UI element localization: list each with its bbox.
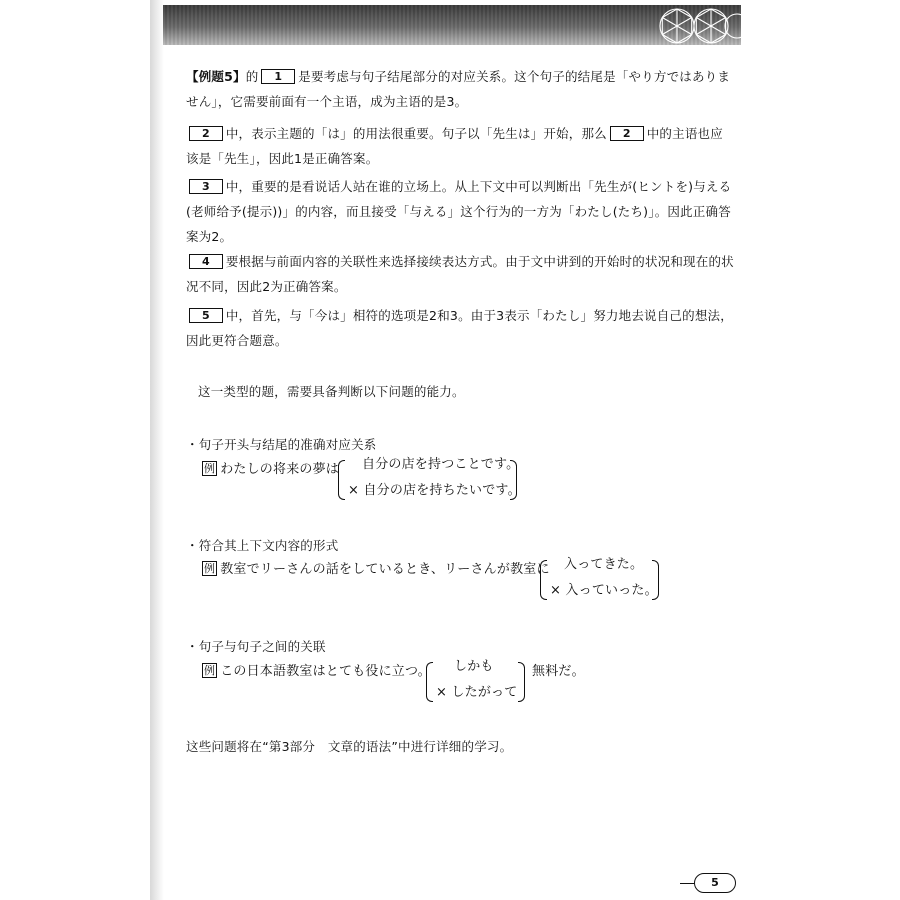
bracket-right — [518, 662, 525, 702]
hemp-leaf-ornament-icon — [655, 6, 745, 46]
bracket-left — [426, 662, 433, 702]
text-fragment: 中的主语也应该是「先生」，因此1是正确答案。 — [186, 126, 723, 166]
text-fragment: 中，表示主题的「は」的用法很重要。句子以「先生は」开始，那么 — [225, 126, 607, 141]
example-stem-3 — [202, 659, 431, 684]
page-number-badge — [680, 873, 740, 893]
stem-text: この日本語教室はとても役に立つ。 — [220, 664, 431, 679]
rei-marker: 例 — [204, 562, 216, 575]
rei-marker: 例 — [204, 664, 216, 677]
paragraph-example5-2 — [186, 121, 734, 171]
text-fragment: 要根据与前面内容的关联性来选择接续表达方式。由于文中讲到的开始时的状况和现在的状况不同，因此2为正确答案。 — [186, 254, 734, 294]
option-correct: 入ってきた。 — [564, 557, 644, 572]
point-title-1: ・句子开头与结尾的准确对应关系 — [186, 437, 377, 452]
book-spine-shadow — [150, 0, 164, 900]
bracket-right — [652, 560, 659, 600]
example-stem-2 — [202, 557, 550, 582]
paragraph-example5-3 — [186, 174, 734, 249]
page-number-rule — [680, 883, 695, 884]
paragraph-example5-1 — [186, 64, 734, 114]
example-label: 【例题5】 — [186, 69, 246, 84]
answer-box-2b: 2 — [610, 126, 644, 141]
intro-text: 这一类型的题，需要具备判断以下问题的能力。 — [198, 384, 465, 399]
answer-box-1: 1 — [261, 69, 295, 84]
stem-text: 教室でリーさんの話をしているとき、リーさんが教室に — [220, 562, 550, 577]
rei-marker: 例 — [204, 462, 216, 475]
option-correct: 自分の店を持つことです。 — [362, 457, 520, 472]
bracket-right — [510, 460, 517, 500]
option-2: × したがって — [436, 685, 518, 700]
closing-text: 这些问题将在“第3部分 文章的语法”中进行详细的学习。 — [186, 739, 513, 754]
answer-box-4: 4 — [189, 254, 223, 269]
answer-box-2: 2 — [189, 126, 223, 141]
answer-box-3: 3 — [189, 179, 223, 194]
bracket-left — [540, 560, 547, 600]
stem-text: わたしの将来の夢は — [220, 462, 340, 477]
point-title-3: ・句子与句子之间的关联 — [186, 639, 326, 654]
option-1: しかも — [454, 659, 494, 674]
option-wrong: × 自分の店を持ちたいです。 — [348, 483, 521, 498]
text-fragment: 的 — [245, 69, 259, 84]
paragraph-example5-4 — [186, 249, 734, 299]
answer-box-5: 5 — [189, 308, 223, 323]
text-fragment: 是要考虑与句子结尾部分的对应关系。这个句子的结尾是「やり方ではありません」，它需要前面有一个主语，成为主语的是3。 — [186, 69, 731, 109]
example-stem-1 — [202, 457, 339, 482]
text-fragment: 中，首先，与「今は」相符的选项是2和3。由于3表示「わたし」努力地去说自己的想法，因此更符合题意。 — [186, 308, 733, 348]
point-title-2: ・符合其上下文内容的形式 — [186, 538, 339, 553]
example-tail-3: 無料だ。 — [532, 664, 585, 679]
page-number: 5 — [694, 873, 736, 893]
text-fragment: 中，重要的是看说话人站在谁的立场上。从上下文中可以判断出「先生が(ヒントを)与える(老师给予(提示))」的内容，而且接受「与える」这个行为的一方为「わたし(たち)」。因此正确答案为2。 — [186, 179, 732, 244]
bracket-left — [338, 460, 345, 500]
paragraph-example5-5 — [186, 303, 734, 353]
option-wrong: × 入っていった。 — [550, 583, 658, 598]
